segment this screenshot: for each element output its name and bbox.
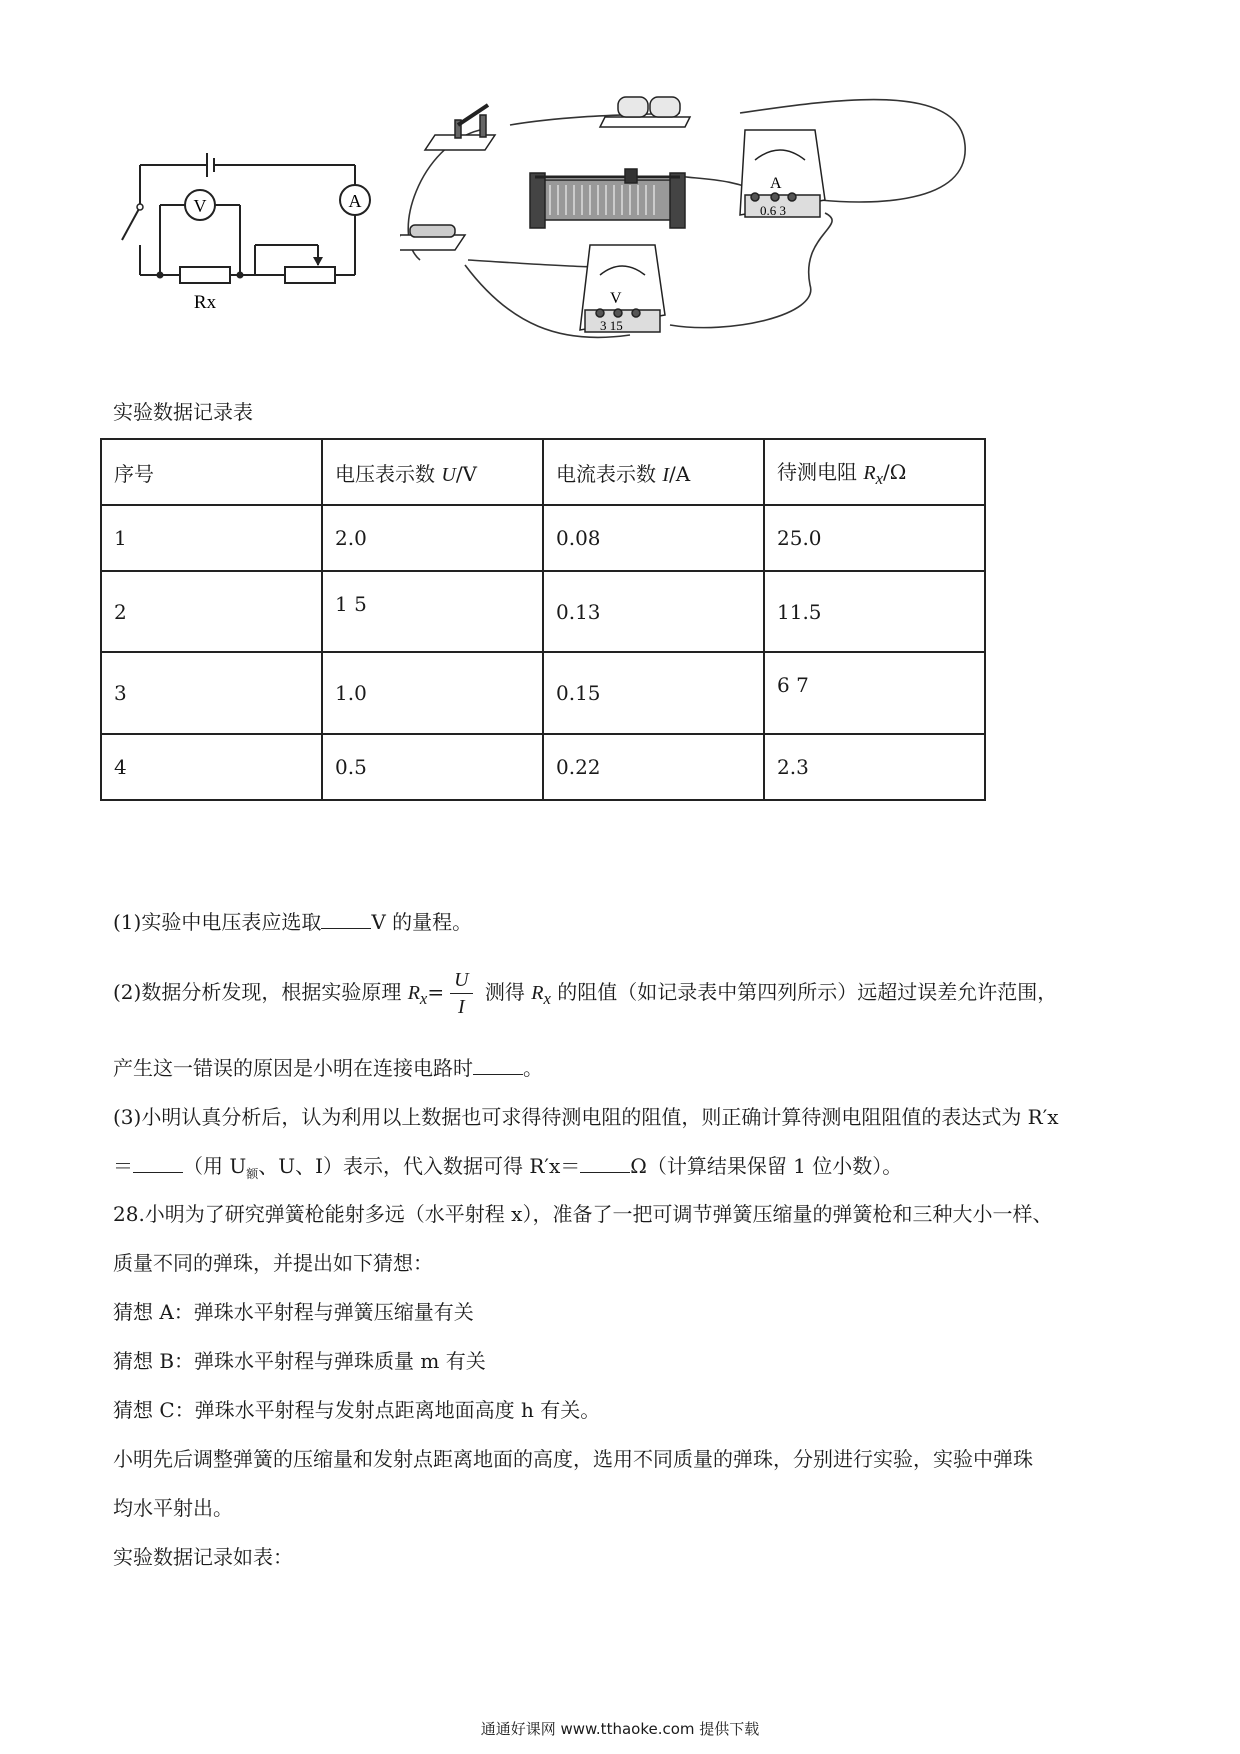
guess-b: 猜想 B：弹珠水平射程与弹珠质量 m 有关 [113, 1349, 486, 1373]
data-table [100, 438, 986, 801]
table-cell: 3 [101, 652, 322, 734]
switch-drawing [425, 105, 495, 150]
question-3-line-1: (3)小明认真分析后，认为利用以上数据也可求得待测电阻的阻值，则正确计算待测电阻阻值的表达式为 R′x [113, 1105, 1059, 1129]
table-cell: 2 [101, 571, 322, 652]
ammeter-label: A [770, 175, 782, 192]
table-cell: 4 [101, 734, 322, 800]
guess-a: 猜想 A：弹珠水平射程与弹簧压缩量有关 [113, 1300, 474, 1324]
table-row [101, 652, 985, 734]
ammeter-symbol-label: A [348, 191, 362, 211]
guess-c: 猜想 C：弹珠水平射程与发射点距离地面高度 h 有关。 [113, 1398, 601, 1422]
table-cell: 1.0 [322, 652, 543, 734]
problem-28-line-5: 实验数据记录如表： [113, 1545, 293, 1569]
battery-drawing [600, 97, 690, 127]
voltmeter-scale: 3 15 [600, 318, 623, 333]
question-3-line-2: ＝ （用 $U_额$、U、I）表示，代入数据可得 R′x＝ Ω（计算结果保留 1 位小数）。 [113, 1154, 903, 1181]
question-2-line-1: (2)数据分析发现，根据实验原理 $R_x=$ $\frac{U}{I}$ 测得 $R_x$ 的阻值（如记录表中第四列所示）远超过误差允许范围， [113, 969, 1058, 1018]
table-cell: 6 7 [764, 652, 985, 734]
question-2-line-2: 产生这一错误的原因是小明在连接电路时 。 [113, 1056, 543, 1080]
rx-label: Rx [193, 292, 217, 313]
table-cell: 0.5 [322, 734, 543, 800]
footer-credit: 通通好课网 www.tthaoke.com 提供下载 [480, 1720, 760, 1738]
answer-blank [580, 1154, 630, 1173]
ammeter-scale: 0.6 3 [760, 203, 786, 218]
table-title: 实验数据记录表 [113, 400, 253, 424]
header-cell: 电流表示数 I/A [543, 439, 764, 505]
header-cell: 序号 [101, 439, 322, 505]
header-cell: 电压表示数 U/V [322, 439, 543, 505]
answer-blank [321, 910, 371, 929]
circuit-diagram [110, 145, 380, 320]
header-cell: 待测电阻 $R_x/\Omega$ [764, 439, 985, 505]
fraction-u-over-i: $\frac{U}{I}$ [450, 967, 472, 1020]
problem-28-line-1: 28.小明为了研究弹簧枪能射多远（水平射程 x），准备了一把可调节弹簧压缩量的弹簧枪和三种大小一样、 [113, 1202, 1053, 1226]
table-cell: 25.0 [764, 505, 985, 571]
table-cell: 11.5 [764, 571, 985, 652]
table-header-row [101, 439, 985, 505]
problem-28-line-2: 质量不同的弹珠，并提出如下猜想： [113, 1251, 433, 1275]
table-cell: 2.3 [764, 734, 985, 800]
table-cell: 0.13 [543, 571, 764, 652]
problem-28-line-4: 均水平射出。 [113, 1496, 233, 1520]
rheostat-drawing [530, 169, 685, 228]
apparatus-drawing [400, 85, 975, 385]
table-cell: 0.15 [543, 652, 764, 734]
answer-blank [133, 1154, 183, 1173]
table-row [101, 571, 985, 652]
voltmeter-symbol-label: V [193, 196, 207, 216]
question-1: (1)实验中电压表应选取 V 的量程。 [113, 910, 473, 934]
problem-28-line-3: 小明先后调整弹簧的压缩量和发射点距离地面的高度，选用不同质量的弹珠，分别进行实验，实验中弹珠 [113, 1447, 1033, 1471]
table-cell: 1 5 [322, 571, 543, 652]
table-cell: 0.22 [543, 734, 764, 800]
voltmeter-label: V [610, 290, 622, 307]
table-row [101, 505, 985, 571]
resistor-drawing [400, 225, 465, 250]
table-cell: 1 [101, 505, 322, 571]
answer-blank [473, 1056, 523, 1075]
table-cell: 2.0 [322, 505, 543, 571]
table-row [101, 734, 985, 800]
table-cell: 0.08 [543, 505, 764, 571]
